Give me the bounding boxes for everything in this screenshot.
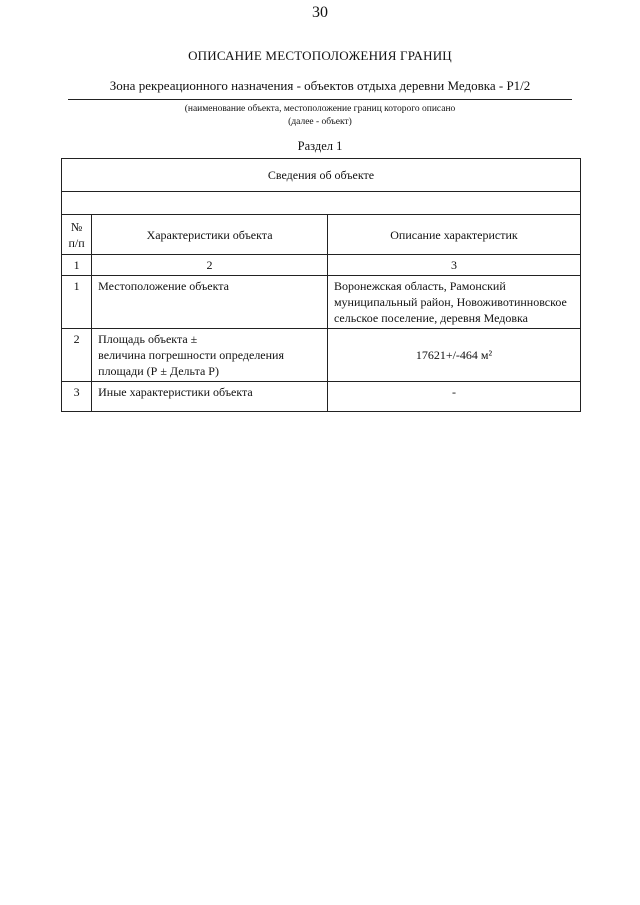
column-number-2: 2 — [92, 255, 328, 276]
header-characteristics: Характеристики объекта — [92, 215, 328, 255]
table-caption-row — [62, 159, 581, 192]
table-row — [62, 329, 581, 382]
object-caption-line-1: (наименование объекта, местоположение границ которого описано — [184, 104, 456, 114]
object-info-table — [61, 158, 581, 412]
underline-rule — [68, 99, 572, 100]
row-description: - — [327, 382, 580, 412]
table-row — [62, 382, 581, 412]
header-num: № п/п — [62, 215, 92, 255]
page-number: 30 — [312, 4, 328, 21]
object-caption — [0, 103, 640, 129]
table-row — [62, 276, 581, 329]
row-num: 1 — [62, 276, 92, 329]
column-number-1: 1 — [62, 255, 92, 276]
row-characteristic: Иные характеристики объекта — [92, 382, 328, 412]
row-characteristic: Местоположение объекта — [92, 276, 328, 329]
document-title: ОПИСАНИЕ МЕСТОПОЛОЖЕНИЯ ГРАНИЦ — [188, 48, 452, 63]
table-caption: Сведения об объекте — [62, 159, 581, 192]
table-header-row — [62, 215, 581, 255]
table-spacer-cell — [62, 192, 581, 215]
row-description: Воронежская область, Рамонский муниципальный район, Новоживотинновское сельское поселение, деревня Медовка — [327, 276, 580, 329]
object-caption-line-2: (далее - объект) — [288, 117, 352, 127]
column-numbers-row — [62, 255, 581, 276]
row-description: 17621+/-464 м² — [327, 329, 580, 382]
row-num: 2 — [62, 329, 92, 382]
section-title: Раздел 1 — [297, 139, 343, 153]
object-name: Зона рекреационного назначения - объектов отдыха деревни Медовка - Р1/2 — [109, 78, 531, 93]
table-spacer-row — [62, 192, 581, 215]
header-description: Описание характеристик — [327, 215, 580, 255]
row-num: 3 — [62, 382, 92, 412]
column-number-3: 3 — [327, 255, 580, 276]
row-characteristic: Площадь объекта ± величина погрешности определения площади (Р ± Дельта Р) — [92, 329, 328, 382]
